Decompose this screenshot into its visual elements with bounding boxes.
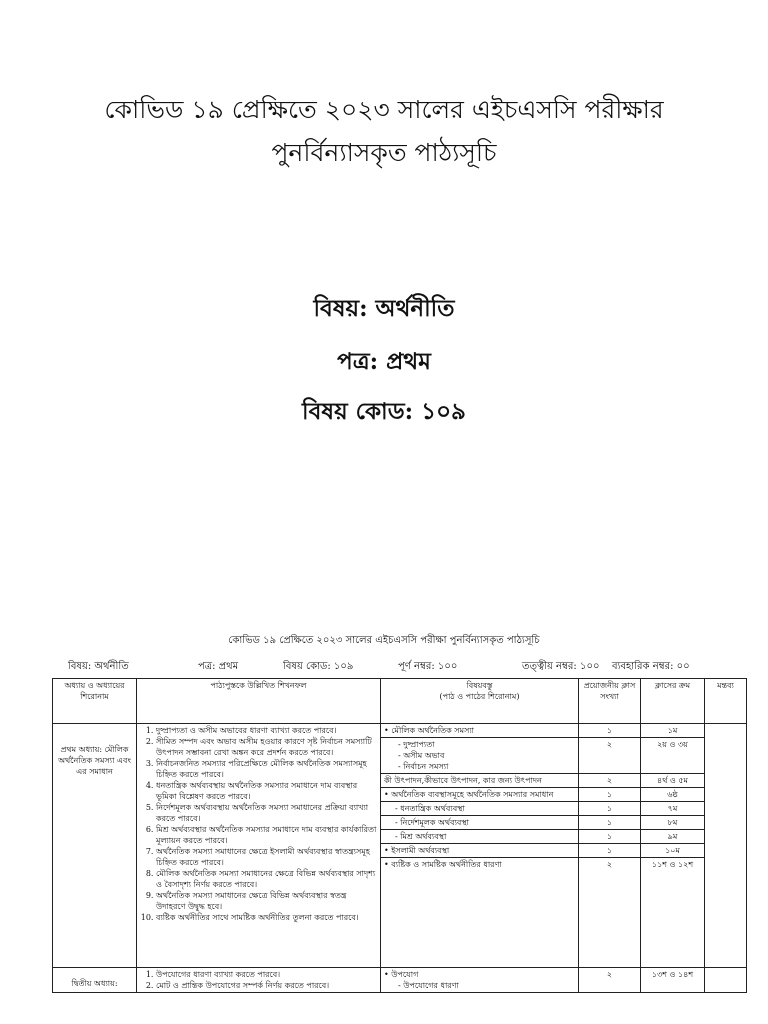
header-order: ক্লাসের ক্রম — [641, 679, 705, 724]
paper-label: পত্র: প্রথম — [337, 348, 431, 375]
meta-practical-marks: ব্যবহারিক নম্বর: ০০ — [612, 661, 690, 672]
document-title-line2: পুনর্বিন্যাসকৃত পাঠ্যসূচি — [271, 138, 497, 167]
classes-cell: ১ — [579, 788, 641, 802]
meta-subject: বিষয়: অর্থনীতি — [68, 661, 129, 672]
table-row — [53, 968, 747, 993]
document-title-line1: কোভিড ১৯ প্রেক্ষিতে ২০২৩ সালের এইচএসসি পরীক্ষার — [104, 95, 664, 124]
topic: • উপযোগ — [384, 969, 575, 980]
outcome-list — [140, 969, 377, 991]
classes-cell: ১ — [579, 816, 641, 830]
subtopic: - দুষ্প্রাপ্যতা — [384, 739, 575, 750]
order-cell: ১১শ ও ১২শ — [641, 858, 705, 968]
learning-outcome: 10. ব্যষ্টিক অর্থনীতির সাথে সামষ্টিক অর্থনীতির তুলনা করতে পারবে। — [156, 912, 377, 923]
classes-cell: ২ — [579, 738, 641, 774]
meta-theory-marks: তত্ত্বীয় নম্বর: ১০০ — [522, 661, 600, 672]
header-outcomes: পাঠ্যপুস্তকে উল্লিখিত শিখনফল — [137, 679, 381, 724]
subtopic: - নির্বাচন সমস্যা — [384, 761, 575, 772]
order-cell: ৭ম — [641, 802, 705, 816]
order-cell: ২য় ও ৩য় — [641, 738, 705, 774]
table-header-row — [53, 679, 747, 724]
chapter2-title: দ্বিতীয় অধ্যায়: — [53, 968, 137, 993]
learning-outcome: 2. মোট ও প্রান্তিক উপযোগের সম্পর্ক নির্ণয় করতে পারবে। — [156, 980, 377, 991]
header-topics — [381, 679, 579, 724]
topic-cell: - নির্দেশমূলক অর্থব্যবস্থা — [381, 816, 579, 830]
classes-cell: ১ — [579, 802, 641, 816]
topic-cell: • অর্থনৈতিক ব্যবস্থাসমূহে অর্থনৈতিক সমস্যার সমাধান — [381, 788, 579, 802]
classes-cell: ১ — [579, 830, 641, 844]
syllabus-caption: কোভিড ১৯ প্রেক্ষিতে ২০২৩ সালের এইচএসসি পরীক্ষা পুনর্বিন্যাসকৃত পাঠ্যসূচি — [228, 635, 540, 646]
learning-outcome: 7. অর্থনৈতিক সমস্যা সমাধানের ক্ষেত্রে ইসলামী অর্থব্যবস্থার স্বাতন্ত্র্যসমূহ চিহ্নিত করতে পারবে। — [156, 846, 377, 868]
topic-cell: কী উৎপাদন,কীভাবে উৎপাদন, কার জন্য উৎপাদন — [381, 774, 579, 788]
order-cell: ৮ম — [641, 816, 705, 830]
topic-cell — [381, 738, 579, 774]
order-cell: ৬ষ্ঠ — [641, 788, 705, 802]
chapter1-outcomes — [137, 724, 381, 968]
subtopic: - উপযোগের ধারণা — [384, 980, 575, 991]
topic-cell: - ধনতান্ত্রিক অর্থব্যবস্থা — [381, 802, 579, 816]
chapter2-outcomes — [137, 968, 381, 993]
meta-paper: পত্র: প্রথম — [198, 661, 239, 672]
subject-label: বিষয়: অর্থনীতি — [313, 295, 455, 322]
learning-outcome: 9. অর্থনৈতিক সমস্যা সমাধানের ক্ষেত্রে বিভিন্ন অর্থব্যবস্থার স্বতন্ত্র উদাহরণে উদ্বুদ্ধ হবে। — [156, 890, 377, 912]
order-cell: ৯ম — [641, 830, 705, 844]
remarks-cell — [705, 968, 747, 993]
learning-outcome: 6. মিশ্র অর্থব্যবস্থার অর্থনৈতিক সমস্যার সমাধানে দাম ব্যবস্থার কার্যকারিতা মূল্যায়ন করতে পারবে। — [156, 824, 377, 846]
subject-code-label: বিষয় কোড: ১০৯ — [302, 398, 466, 425]
chapter1-title: প্রথম অধ্যায়: মৌলিক অর্থনৈতিক সমস্যা এবং এর সমাধান — [53, 724, 137, 968]
remarks-cell — [705, 724, 747, 968]
topic-cell: - মিশ্র অর্থব্যবস্থা — [381, 830, 579, 844]
subtopic: - অসীম অভাব — [384, 750, 575, 761]
learning-outcome: 5. নির্দেশমূলক অর্থব্যবস্থায় অর্থনৈতিক সমস্যা সমাধানের প্রক্রিয়া ব্যাখ্যা করতে পারবে। — [156, 802, 377, 824]
learning-outcome: 1. দুষ্প্রাপ্যতা ও অসীম অভাবের ধারণা ব্যাখ্যা করতে পারবে। — [156, 725, 377, 736]
header-classes: প্রয়োজনীয় ক্লাস সংখ্যা — [579, 679, 641, 724]
syllabus-table — [52, 678, 747, 993]
order-cell: ১০ম — [641, 844, 705, 858]
table-row — [53, 724, 747, 738]
meta-subject-code: বিষয় কোড: ১০৯ — [283, 661, 354, 672]
topic-cell: • মৌলিক অর্থনৈতিক সমস্যা — [381, 724, 579, 738]
order-cell: ১ম — [641, 724, 705, 738]
header-chapter: অধ্যায় ও অধ্যায়ের শিরোনাম — [53, 679, 137, 724]
classes-cell: ২ — [579, 774, 641, 788]
order-cell: ৪র্থ ও ৫ম — [641, 774, 705, 788]
classes-cell: ২ — [579, 968, 641, 993]
learning-outcome: 8. মৌলিক অর্থনৈতিক সমস্যা সমাধানের ক্ষেত্রে বিভিন্ন অর্থব্যবস্থার সাদৃশ্য ও বৈসাদৃশ্য নির্ণয় করতে পারবে। — [156, 868, 377, 890]
learning-outcome: 2. সীমিত সম্পদ এবং অভাব অসীম হওয়ার কারণে সৃষ্ট নির্বাচন সমস্যাটি উৎপাদন সম্ভাবনা রেখা অঙ্কন করে প্রদর্শন করতে পারবে। — [156, 736, 377, 758]
header-topics-title: বিষয়বস্তু — [466, 681, 493, 690]
header-remarks: মন্তব্য — [705, 679, 747, 724]
classes-cell: ১ — [579, 724, 641, 738]
outcome-list — [140, 725, 377, 923]
topic-cell: • ব্যষ্টিক ও সামষ্টিক অর্থনীতির ধারণা — [381, 858, 579, 968]
topic-cell: • ইসলামী অর্থব্যবস্থা — [381, 844, 579, 858]
learning-outcome: 3. নির্বাচনজনিত সমস্যার পরিপ্রেক্ষিতে মৌলিক অর্থনৈতিক সমস্যাসমূহ চিহ্নিত করতে পারবে। — [156, 758, 377, 780]
classes-cell: ২ — [579, 858, 641, 968]
learning-outcome: 4. ধনতান্ত্রিক অর্থব্যবস্থায় অর্থনৈতিক সমস্যার সমাধানে দাম ব্যবস্থার ভূমিকা বিশ্লেষণ করতে পারবে। — [156, 780, 377, 802]
header-topics-sub: (পাঠ ও পাঠের শিরোনাম) — [439, 692, 520, 701]
order-cell: ১৩শ ও ১৪শ — [641, 968, 705, 993]
classes-cell: ১ — [579, 844, 641, 858]
meta-full-marks: পূর্ণ নম্বর: ১০০ — [398, 661, 458, 672]
topic-cell — [381, 968, 579, 993]
learning-outcome: 1. উপযোগের ধারণা ব্যাখ্যা করতে পারবে। — [156, 969, 377, 980]
